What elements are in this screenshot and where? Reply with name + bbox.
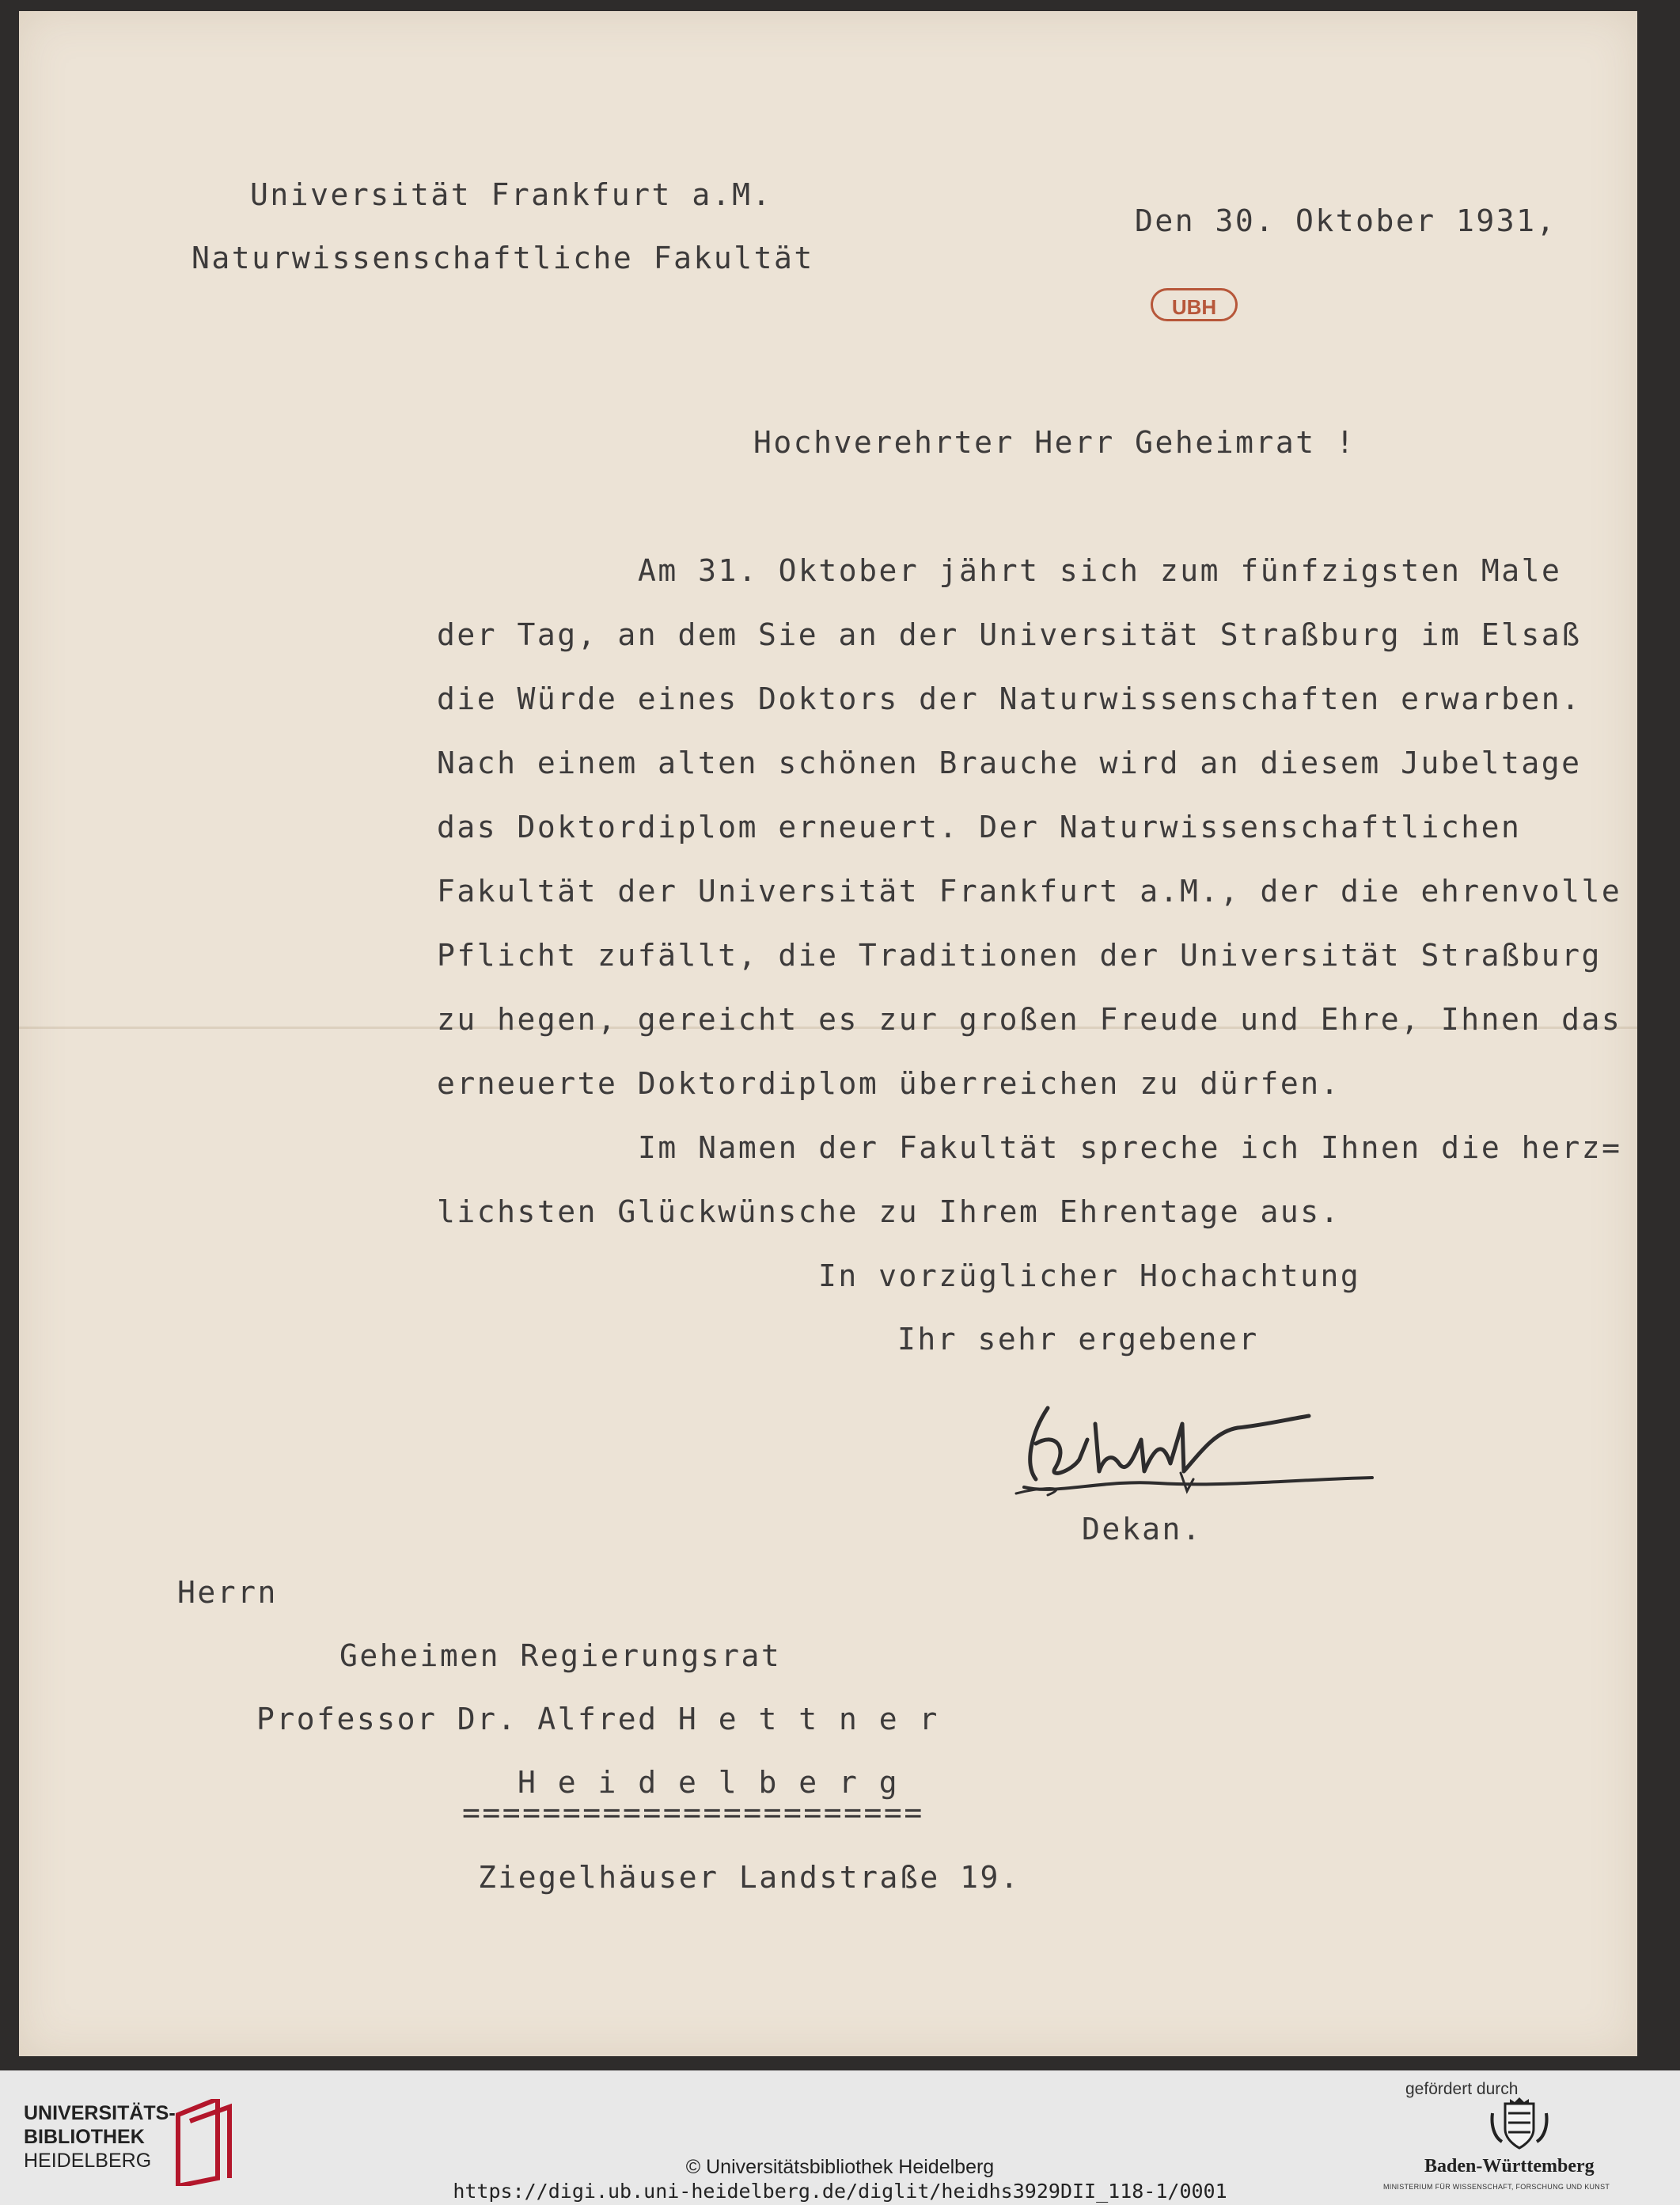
state-crest-icon: [1488, 2097, 1551, 2153]
sender-university: Universität Frankfurt a.M.: [250, 177, 772, 212]
state-name: Baden-Württemberg: [1424, 2156, 1595, 2177]
address-line: Ziegelhäuser Landstraße 19.: [478, 1860, 1021, 1895]
library-name-line2: BIBLIOTHEK: [24, 2126, 145, 2148]
sender-faculty: Naturwissenschaftliche Fakultät: [192, 241, 814, 275]
address-line: Herrn: [177, 1575, 278, 1610]
body-line: das Doktordiplom erneuert. Der Naturwissenschaftlichen: [437, 810, 1522, 844]
address-line: Professor Dr. Alfred H e t t n e r: [256, 1702, 939, 1736]
salutation: Hochverehrter Herr Geheimrat !: [753, 425, 1356, 460]
ministry-name: MINISTERIUM FÜR WISSENSCHAFT, FORSCHUNG UND KUNST: [1383, 2183, 1610, 2191]
address-underline: =======================: [462, 1795, 924, 1830]
closing-line: In vorzüglicher Hochachtung: [818, 1258, 1361, 1293]
body-line: lichsten Glückwünsche zu Ihrem Ehrentage aus.: [437, 1194, 1341, 1229]
copyright-notice: © Universitätsbibliothek Heidelberg: [685, 2156, 995, 2178]
letter-page: [19, 11, 1637, 2056]
handwritten-signature: [1000, 1384, 1380, 1511]
body-line: Am 31. Oktober jährt sich zum fünfzigsten Male: [638, 553, 1562, 588]
viewer-footer: [0, 2070, 1680, 2205]
funded-by-label: gefördert durch: [1405, 2080, 1519, 2098]
closing-line: Ihr sehr ergebener: [897, 1322, 1259, 1357]
library-name-line1: UNIVERSITÄTS-: [24, 2102, 176, 2124]
library-name-line3: HEIDELBERG: [24, 2150, 152, 2172]
body-line: Fakultät der Universität Frankfurt a.M., der die ehrenvolle: [437, 874, 1622, 909]
body-line: der Tag, an dem Sie an der Universität Straßburg im Elsaß: [437, 617, 1582, 652]
library-stamp: UBH: [1151, 288, 1238, 321]
body-line: zu hegen, gereicht es zur großen Freude und Ehre, Ihnen das: [437, 1002, 1622, 1037]
letter-date: Den 30. Oktober 1931,: [1135, 203, 1557, 238]
body-line: die Würde eines Doktors der Naturwissenschaften erwarben.: [437, 681, 1582, 716]
signer-title: Dekan.: [1082, 1512, 1203, 1547]
body-line: Nach einem alten schönen Brauche wird an diesem Jubeltage: [437, 746, 1582, 780]
body-line: Im Namen der Fakultät spreche ich Ihnen die herz=: [638, 1130, 1622, 1165]
address-line: H e i d e l b e r g: [518, 1765, 900, 1800]
address-line: Geheimen Regierungsrat: [339, 1638, 782, 1673]
body-line: Pflicht zufällt, die Traditionen der Universität Straßburg: [437, 938, 1602, 973]
document-url-link[interactable]: https://digi.ub.uni-heidelberg.de/diglit/heidhs3929DII_118-1/0001: [453, 2180, 1227, 2203]
body-line: erneuerte Doktordiplom überreichen zu dürfen.: [437, 1066, 1341, 1101]
